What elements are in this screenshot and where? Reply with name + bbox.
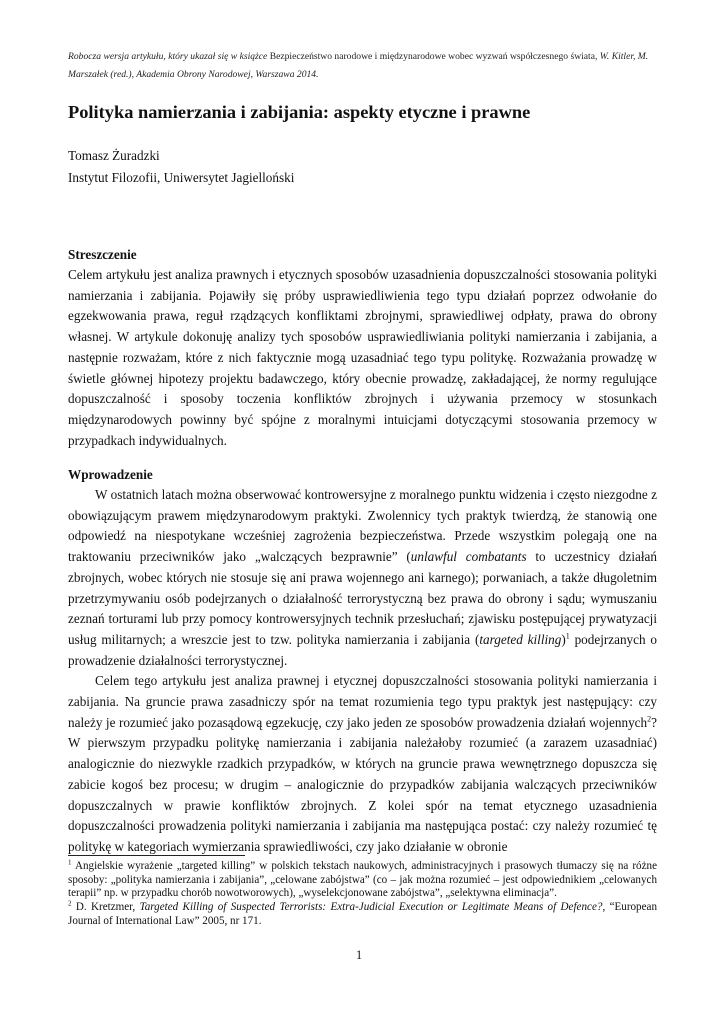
header-note [68,48,658,83]
author-block [68,145,294,189]
intro-paragraph-1 [68,485,657,671]
intro-p1-d: targeted killing [479,631,562,647]
page-title: Polityka namierzania i zabijania: aspekty etyczne i prawne [68,102,531,122]
header-note-part1: Robocza wersja artykułu, który ukazał się w książce [68,51,270,62]
intro-p1-c: to uczestnicy działań zbrojnych, wobec których nie stosuje się ani prawa wojennego ani karnego); porwaniach, a także długoletnim przetrzymywaniu osób podejrzanych o działalność terrorystyczną bez prawa do obrony i sądu; wymuszaniu zeznań torturami lub przy pomocy kontrowersyjnych technik przesłuchań; zjawisku postępującej prywatyzacji usług militarnych; a wreszcie jest to tzw. polityka namierzania i zabijania ( [68,549,657,647]
intro-p1-b: unlawful combatants [410,549,527,565]
page-number: 1 [356,948,363,962]
intro-p2-a: Celem tego artykułu jest analiza prawnej i etycznej dopuszczalności stosowania polityki namierzania i zabijania. Na gruncie prawa zasadniczy spór na temat rozumienia tego typu praktyk jest następujący: czy należy je rozumieć jako pozasądową egzekucję, czy jako jeden ze sposobów prowadzenia działań wojennych [68,673,657,730]
author-name: Tomasz Żuradzki [68,148,160,163]
footnote-1-text: Angielskie wyrażenie „targeted killing” w polskich tekstach naukowych, administracyjnych i prasowych tłumaczy się na różne sposoby: „polityka namierzania i zabijania”, „celowane zabójstwa” (co – jak można rozumieć – jest odpowiednikiem „celowanych terapii” np. w przypadku chorób nowotworowych), „wyselekcjonowane zabójstwa”, „selektywna eliminacja”. [68,860,657,900]
abstract-heading: Streszczenie [68,247,137,262]
footnote-2-title: Targeted Killing of Suspected Terrorists: Extra-Judicial Execution or Legitimate Means of Defence? [139,901,603,914]
author-affiliation: Instytut Filozofii, Uniwersytet Jagielloński [68,170,295,185]
footnotes [68,860,657,929]
intro-section [68,464,657,858]
intro-p1-a: W ostatnich latach można obserwować kontrowersyjne z moralnego punktu widzenia i często niezgodne z obowiązującym prawem międzynarodowym praktyki. Zwolennicy tych praktyk twierdzą, że stanowią one odpowiedź na niespotykane wcześniej zagrożenia bezpieczeństwa. Przede wszystkim polegają one na traktowaniu przeciwników jako „walczących bezprawnie” ( [68,487,657,565]
intro-paragraph-2 [68,671,657,857]
intro-p1-f: podejrzanych o prowadzenie działalności terrorystycznej. [68,631,658,668]
footnote-ref-2[interactable]: 2 [647,714,652,724]
footnote-1 [68,860,657,901]
footnote-2-post: , “European Journal of International Law” 2005, nr 171. [68,901,657,927]
footnote-1-number: 1 [68,858,72,867]
footnote-2 [68,901,657,928]
intro-p1-e: ) [561,631,566,647]
intro-p2-b: ? W pierwszym przypadku politykę namierzania i zabijania należałoby rozumieć (a zarazem uzasadniać) analogicznie do niezwykle rzadkich przypadków, w których na gruncie prawa wewnętrznego dopuszcza się zabicie kogoś bez procesu; w drugim – analogicznie do przypadków zabijania walczących przeciwników dopuszczalnych w prawie konfliktów zbrojnych. Z kolei spór na temat etycznego uzasadnienia dopuszczalności prowadzenia polityki namierzania i zabijania ma następująca postać: czy należy rozumieć tę politykę w kategoriach wymierzania sprawiedliwości, czy jako działanie w obronie [68,714,657,854]
footnote-2-pre: D. Kretzmer, [71,901,140,914]
intro-heading: Wprowadzenie [68,467,153,482]
header-note-book: Bezpieczeństwo narodowe i międzynarodowe wobec wyzwań współczesnego świata [269,51,595,62]
footnote-2-number: 2 [68,899,72,908]
abstract-text: Celem artykułu jest analiza prawnych i etycznych sposobów uzasadnienia dopuszczalności stosowania polityki namierzania i zabijania. Pojawiły się próby usprawiedliwienia tego typu działań poprzez odwołanie do egzekwowania prawa, reguł rządzących konfliktami zbrojnymi, sprawiedliwej odpłaty, prawa do obrony własnej. W artykule dokonuję analizy tych sposobów usprawiedliwiania polityki namierzania i zabijania, a następnie rozważam, które z nich faktycznie mogą uzasadniać tego typu politykę. Rozważania prowadzę w świetle głównej hipotezy projektu badawczego, który obecnie prowadzę, zakładającej, że normy regulujące dopuszczalność i sposoby toczenia konfliktów zbrojnych i używania przemocy w stosunkach międzynarodowych powinny być spójne z moralnymi intuicjami dotyczącymi stosowania przemocy w przypadkach indywidualnych. [68,267,657,448]
header-note-part2: , W. Kitler, M. Marszałek (red.), Akademia Obrony Narodowej, Warszawa 2014. [68,51,649,80]
footnote-ref-1[interactable]: 1 [565,631,570,641]
abstract-section [68,244,657,451]
footnote-divider [68,855,245,856]
